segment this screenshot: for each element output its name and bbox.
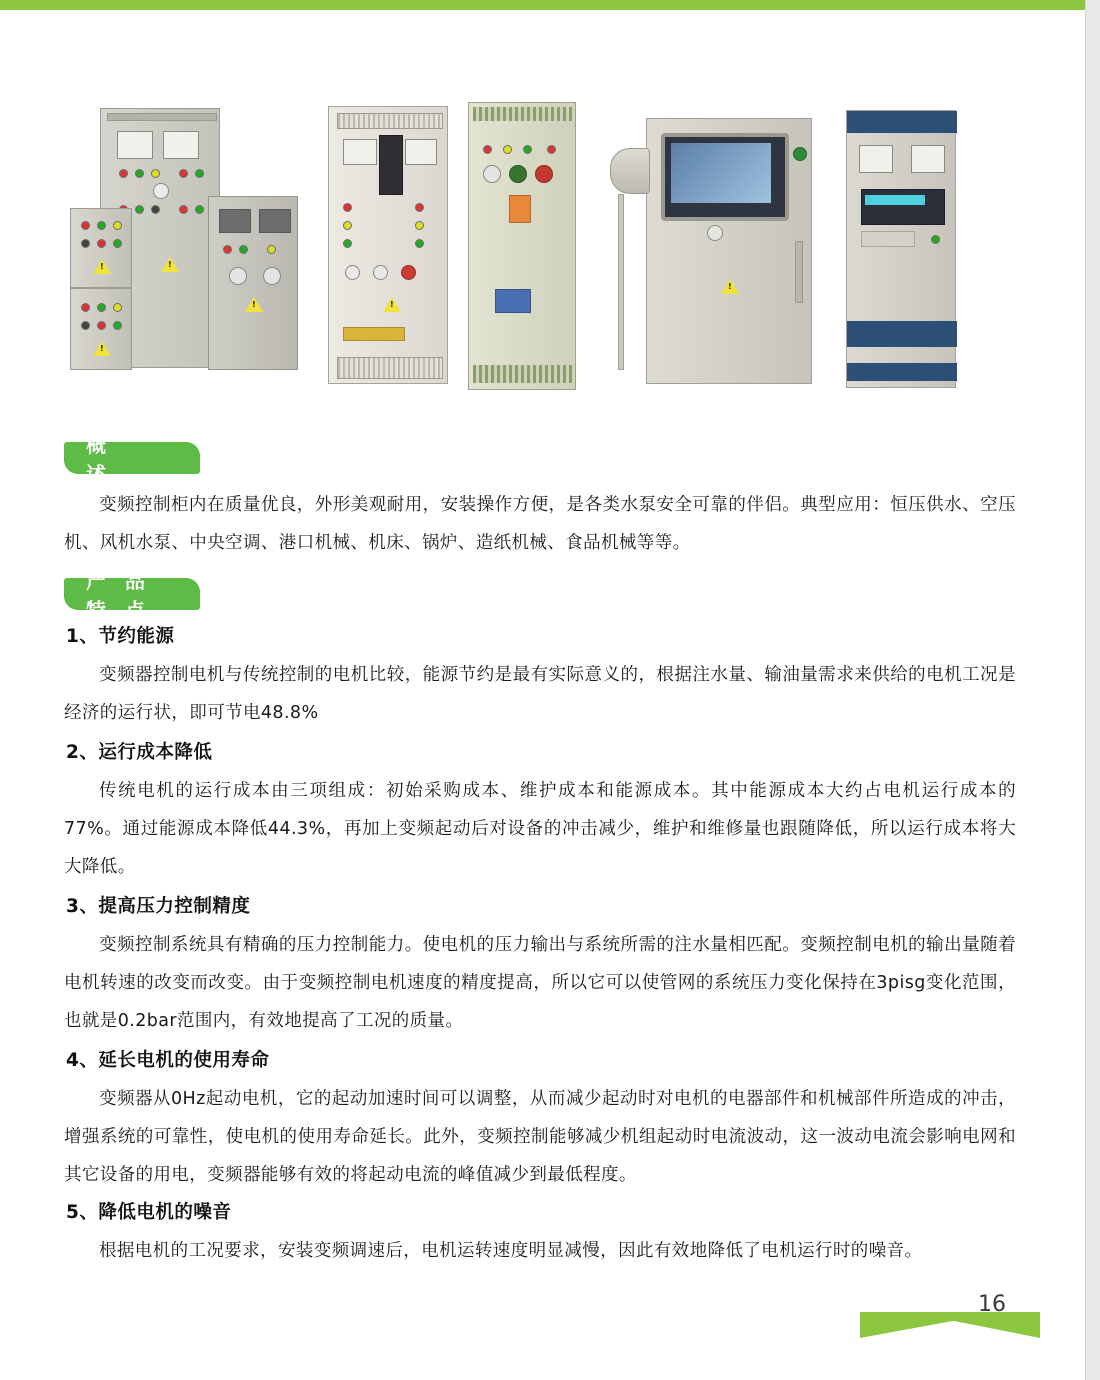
feature-text-1: 变频器控制电机与传统控制的电机比较，能源节约是最有实际意义的，根据注水量、输油量需求来供给的电机工况是经济的运行状，即可节电48.8% [64,665,1016,723]
page-footer-mark [860,1292,1040,1338]
product-photo-group [70,90,1010,395]
overview-paragraph: 变频控制柜内在质量优良，外形美观耐用，安装操作方便，是各类水泵安全可靠的伴侣。典型应用：恒压供水、空压机、风机水泵、中央空调、港口机械、机床、锅炉、造纸机械、食品机械等等。 [64,495,1016,553]
cabinet-tall-white-3 [328,106,448,384]
feature-text-5: 根据电机的工况要求，安装变频调速后，电机运转速度明显减慢，因此有效地降低了电机运行时的噪音。 [99,1241,923,1261]
feature-text-3: 变频控制系统具有精确的压力控制能力。使电机的压力输出与系统所需的注水量相匹配。变频控制电机的输出量随着电机转速的改变而改变。由于变频控制电机速度的精度提高，所以它可以使管网的系统压力变化保持在3pisg变化范围，也就是0.2bar范围内，有效地提高了工况的质量。 [64,935,1016,1031]
cabinet-small-left-lower [70,288,132,370]
page-number: 16 [978,1292,1006,1317]
feature-text-2: 传统电机的运行成本由三项组成：初始采购成本、维护成本和能源成本。其中能源成本大约占电机运行成本的77%。通过能源成本降低44.3%，再加上变频起动后对设备的冲击减少，维护和维修量也跟随降低，所以运行成本将大大降低。 [64,781,1016,877]
cabinet-hmi-side-pipe [618,194,624,370]
feature-heading-4: 4、延长电机的使用寿命 [66,1050,270,1071]
section-badge-features [64,569,200,622]
feature-heading-1: 1、节约能源 [66,626,175,647]
section-badge-features-label: 产 品 特 点 [86,569,151,622]
feature-heading-5: 5、降低电机的噪音 [66,1202,232,1223]
section-badge-overview [64,433,200,486]
footer-swoosh-shape [860,1312,1040,1338]
top-accent-bar [0,0,1100,10]
page-right-edge [1085,0,1100,1380]
cabinet-tall-gray-2 [208,196,298,370]
feature-text-4: 变频器从0Hz起动电机，它的起动加速时间可以调整，从而减少起动时对电机的电器部件和机械部件所造成的冲击，增强系统的可靠性，使电机的使用寿命延长。此外，变频控制能够减少机组起动时电流波动，这一波动电流会影响电网和其它设备的用电，变频器能够有效的将起动电流的峰值减少到最低程度。 [64,1089,1016,1185]
cabinet-green-panel-4 [468,102,576,390]
feature-heading-2: 2、运行成本降低 [66,742,213,763]
cabinet-hmi-side-drum [610,148,650,194]
cabinet-hmi-touch-5 [646,118,812,384]
feature-heading-3: 3、提高压力控制精度 [66,896,251,917]
cabinet-blue-trim-6 [846,110,956,388]
section-badge-overview-label: 概 述 [86,433,164,486]
cabinet-small-left-stack [70,208,132,288]
